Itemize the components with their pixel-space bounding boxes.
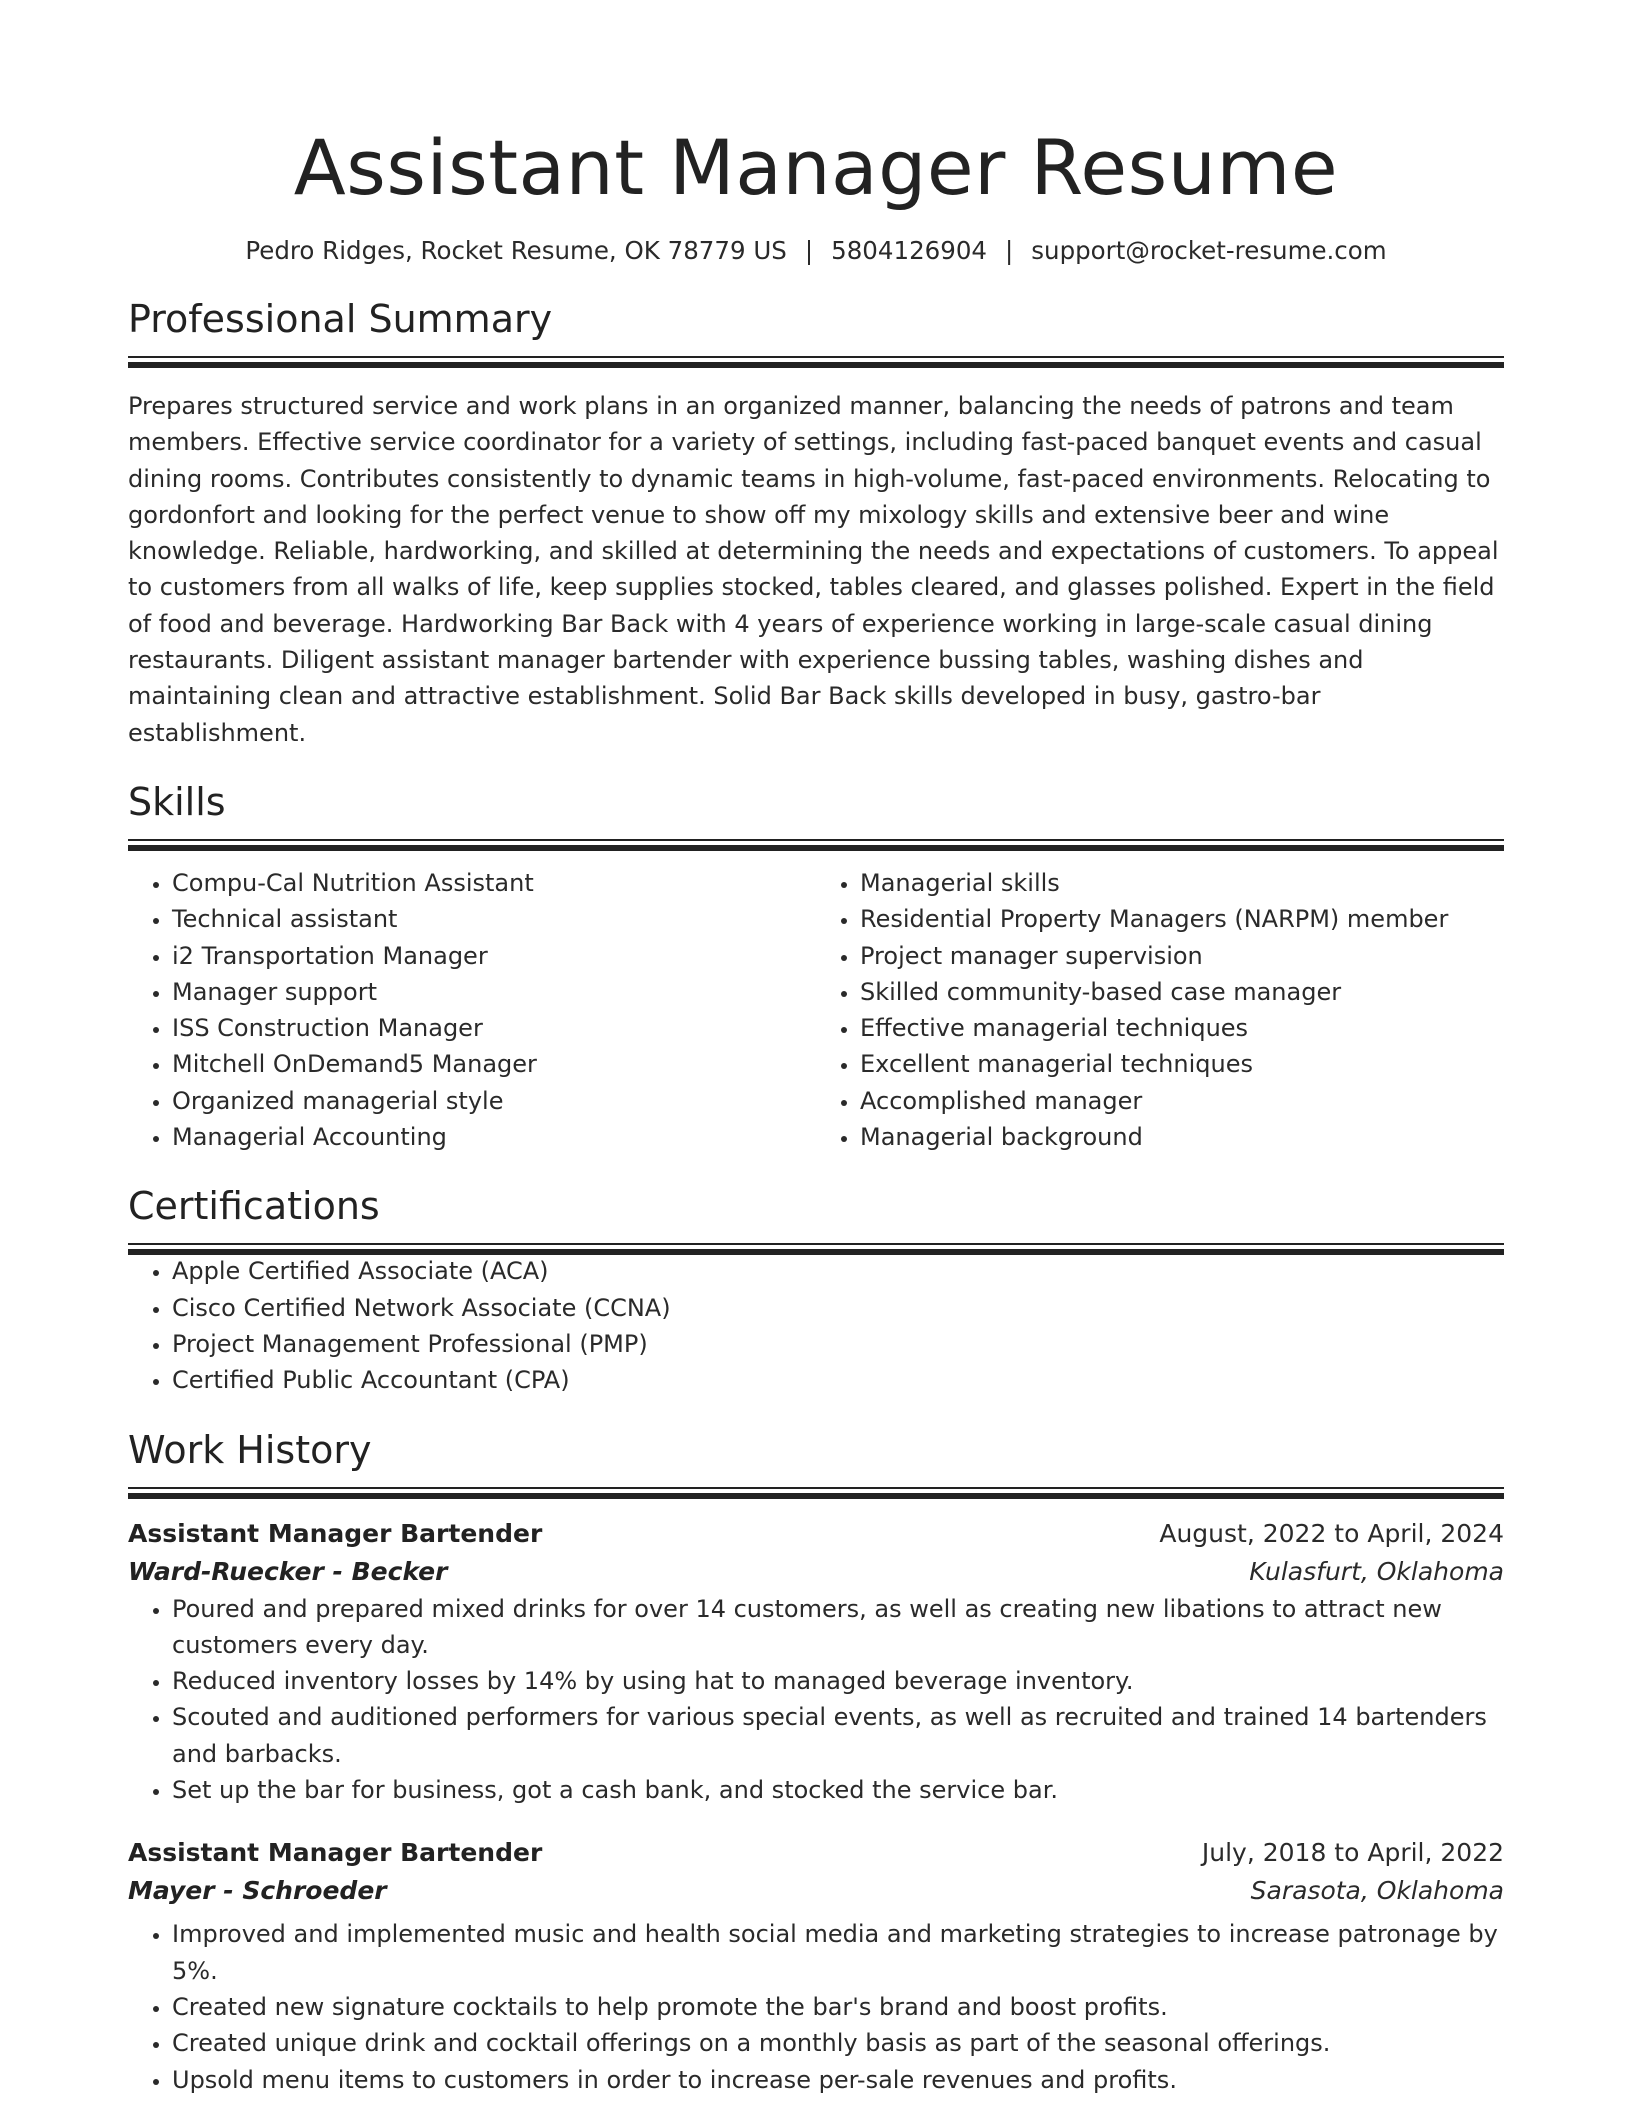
job-company: Mayer - Schroeder bbox=[128, 1876, 387, 1906]
certification-item: • Project Management Professional (PMP) bbox=[172, 1326, 1504, 1362]
section-title-certifications: Certifications bbox=[128, 1184, 380, 1229]
skill-item: • Technical assistant bbox=[172, 901, 816, 937]
job-dates: August, 2022 to April, 2024 bbox=[1159, 1518, 1504, 1548]
job-bullet: • Poured and prepared mixed drinks for over 14 customers, as well as creating new libations to attract new customers every day. bbox=[172, 1591, 1504, 1664]
job-company-row bbox=[128, 1872, 1504, 1910]
summary-section bbox=[128, 294, 1504, 751]
skill-item: • Project manager supervision bbox=[860, 938, 1504, 974]
job-bullet: • Created unique drink and cocktail offerings on a monthly basis as part of the seasonal offerings. bbox=[172, 2025, 1504, 2061]
section-divider bbox=[128, 356, 1504, 366]
skill-item: • i2 Transportation Manager bbox=[172, 938, 816, 974]
certification-item: • Certified Public Accountant (CPA) bbox=[172, 1362, 1504, 1398]
skill-item: • Accomplished manager bbox=[860, 1083, 1504, 1119]
section-divider bbox=[128, 1487, 1504, 1497]
section-divider bbox=[128, 1243, 1504, 1253]
skills-list-right bbox=[816, 865, 1504, 1155]
section-title-skills: Skills bbox=[128, 779, 226, 824]
contact-separator: | bbox=[804, 236, 814, 265]
skill-item: • Manager support bbox=[172, 974, 816, 1010]
job-title: Assistant Manager Bartender bbox=[128, 1838, 543, 1868]
job-bullet: • Reduced inventory losses by 14% by using hat to managed beverage inventory. bbox=[172, 1663, 1504, 1699]
section-title-work-history: Work History bbox=[128, 1427, 372, 1472]
skill-item: • Effective managerial techniques bbox=[860, 1010, 1504, 1046]
job-bullets bbox=[128, 1591, 1504, 1809]
skill-item: • Managerial background bbox=[860, 1119, 1504, 1155]
certifications-list bbox=[128, 1253, 1504, 1398]
job-bullet: • Scouted and auditioned performers for various special events, as well as recruited and trained 14 bartenders and barbacks. bbox=[172, 1699, 1504, 1772]
skill-item: • Managerial skills bbox=[860, 865, 1504, 901]
certifications-section bbox=[128, 1181, 1504, 1398]
skill-item: • Compu-Cal Nutrition Assistant bbox=[172, 865, 816, 901]
skills-grid bbox=[128, 865, 1504, 1155]
job-bullets bbox=[128, 1916, 1504, 2097]
certification-item: • Apple Certified Associate (ACA) bbox=[172, 1253, 1504, 1289]
skill-item: • ISS Construction Manager bbox=[172, 1010, 816, 1046]
skills-column-left bbox=[128, 865, 816, 1155]
skills-list-left bbox=[128, 865, 816, 1155]
skill-item: • Managerial Accounting bbox=[172, 1119, 816, 1155]
contact-separator: | bbox=[1005, 236, 1014, 265]
work-history-section bbox=[128, 1425, 1504, 2098]
job-bullet: • Created new signature cocktails to help promote the bar's brand and boost profits. bbox=[172, 1989, 1504, 2025]
contact-email[interactable]: support@rocket-resume.com bbox=[1031, 236, 1387, 265]
summary-text: Prepares structured service and work plans in an organized manner, balancing the needs of patrons and team members. Effective service coordinator for a variety of settings, including fast-paced banquet events and casual dining rooms. Contributes consistently to dynamic teams in high-volume, fast-paced environments. Relocating to gordonfort and looking for the perfect venue to show off my mixology skills and extensive beer and wine knowledge. Reliable, hardworking, and skilled at determining the needs and expectations of customers. To appeal to customers from all walks of life, keep supplies stocked, tables cleared, and glasses polished. Expert in the field of food and beverage. Hardworking Bar Back with 4 years of experience working in large-scale casual dining restaurants. Diligent assistant manager bartender with experience bussing tables, washing dishes and maintaining clean and attractive establishment. Solid Bar Back skills developed in busy, gastro-bar establishment. bbox=[128, 392, 1499, 747]
skill-item: • Skilled community-based case manager bbox=[860, 974, 1504, 1010]
skill-item: • Residential Property Managers (NARPM) member bbox=[860, 901, 1504, 937]
skill-item: • Organized managerial style bbox=[172, 1083, 816, 1119]
job-bullet: • Improved and implemented music and health social media and marketing strategies to increase patronage by 5%. bbox=[172, 1916, 1504, 1989]
job-location: Kulasfurt, Oklahoma bbox=[1249, 1556, 1504, 1586]
job-header-row bbox=[128, 1834, 1504, 1872]
contact-line bbox=[128, 234, 1504, 268]
job-location: Sarasota, Oklahoma bbox=[1250, 1876, 1504, 1906]
job-bullet: • Upsold menu items to customers in order to increase per-sale revenues and profits. bbox=[172, 2062, 1504, 2098]
job-entry bbox=[128, 1515, 1504, 1809]
job-dates: July, 2018 to April, 2022 bbox=[1201, 1838, 1504, 1868]
page-title: Assistant Manager Resume bbox=[293, 123, 1339, 212]
section-title-summary: Professional Summary bbox=[128, 297, 553, 341]
job-title: Assistant Manager Bartender bbox=[128, 1518, 543, 1548]
contact-phone: 5804126904 bbox=[831, 236, 988, 265]
skill-item: • Mitchell OnDemand5 Manager bbox=[172, 1046, 816, 1082]
job-bullet: • Set up the bar for business, got a cash bank, and stocked the service bar. bbox=[172, 1772, 1504, 1808]
job-entry bbox=[128, 1834, 1504, 2097]
certification-item: • Cisco Certified Network Associate (CCNA) bbox=[172, 1290, 1504, 1326]
job-company-row bbox=[128, 1553, 1504, 1591]
skills-column-right bbox=[816, 865, 1504, 1155]
skills-section bbox=[128, 777, 1504, 1155]
skill-item: • Excellent managerial techniques bbox=[860, 1046, 1504, 1082]
job-header-row bbox=[128, 1515, 1504, 1553]
section-divider bbox=[128, 839, 1504, 849]
contact-address: Pedro Ridges, Rocket Resume, OK 78779 US bbox=[245, 236, 787, 265]
job-company: Ward-Ruecker - Becker bbox=[128, 1556, 448, 1586]
